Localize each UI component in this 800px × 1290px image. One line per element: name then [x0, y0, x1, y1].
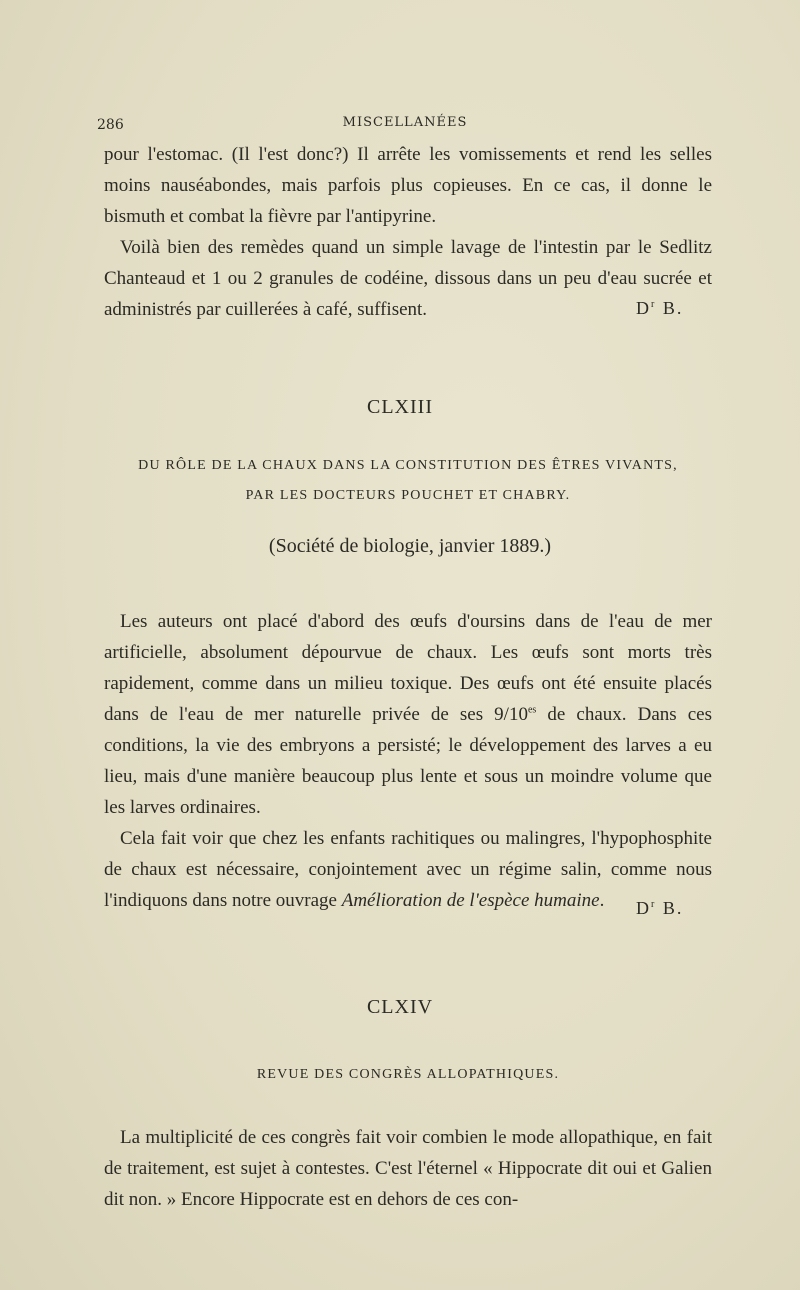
chapter-title-line: PAR LES DOCTEURS POUCHET ET CHABRY.	[245, 488, 571, 503]
signature: $D^r$ B.	[636, 898, 684, 918]
section-continuation	[104, 139, 712, 325]
chapter-body	[104, 1122, 712, 1215]
chapter-number: CLXIV	[366, 996, 434, 1018]
chapter-body	[104, 606, 712, 916]
signature: $D^r$ B.	[636, 298, 684, 318]
paragraph: Voilà bien des remèdes quand un simple lavage de l'intestin par le Sedlitz Chanteaud et 1 ou 2 granules de codéine, dissous dans un peu d'eau sucrée et administrés par cuillerées à café, suffisent.	[104, 237, 712, 320]
chapter-subtitle: (Société de biologie, janvier 1889.)	[268, 535, 552, 557]
chapter-number: CLXIII	[367, 396, 433, 418]
page-number: 286	[97, 117, 124, 133]
paragraph: Cela fait voir que chez les enfants rachitiques ou malingres, l'hypophosphite de chaux est nécessaire, conjointement avec un régime salin, comme nous l'indiquons dans notre ouvrage Amélioration de l'espèce humaine.	[104, 828, 712, 911]
page-header	[95, 113, 715, 137]
chapter-title: REVUE DES CONGRÈS ALLOPATHIQUES.	[256, 1067, 560, 1082]
chapter-title	[104, 451, 712, 511]
chapter-title-line: DU RÔLE DE LA CHAUX DANS LA CONSTITUTION DES ÊTRES VIVANTS,	[138, 458, 678, 473]
paragraph: pour l'estomac. (Il l'est donc?) Il arrête les vomissements et rend les selles moins nauséabondes, mais parfois plus copieuses. En ce cas, il donne le bismuth et combat la fièvre par l'antipyrine.	[104, 144, 712, 227]
paragraph: Les auteurs ont placé d'abord des œufs d'oursins dans de l'eau de mer artificielle, absolument dépourvue de chaux. Les œufs sont morts très rapidement, comme dans un milieu toxique. Des œufs ont été ensuite placés dans de l'eau de mer naturelle privée de ses $9/10^{es}$ de chaux. Dans ces conditions, la vie des embryons a persisté; le développement des larves a eu lieu, mais d'une manière beaucoup plus lente et sous un moindre volume que les larves ordinaires.	[104, 611, 713, 818]
running-head: MISCELLANÉES	[342, 115, 468, 130]
paragraph: La multiplicité de ces congrès fait voir combien le mode allopathique, en fait de traitement, est sujet à contestes. C'est l'éternel « Hippocrate dit oui et Galien dit non. » Encore Hippocrate est en dehors de ces con-	[104, 1127, 712, 1210]
